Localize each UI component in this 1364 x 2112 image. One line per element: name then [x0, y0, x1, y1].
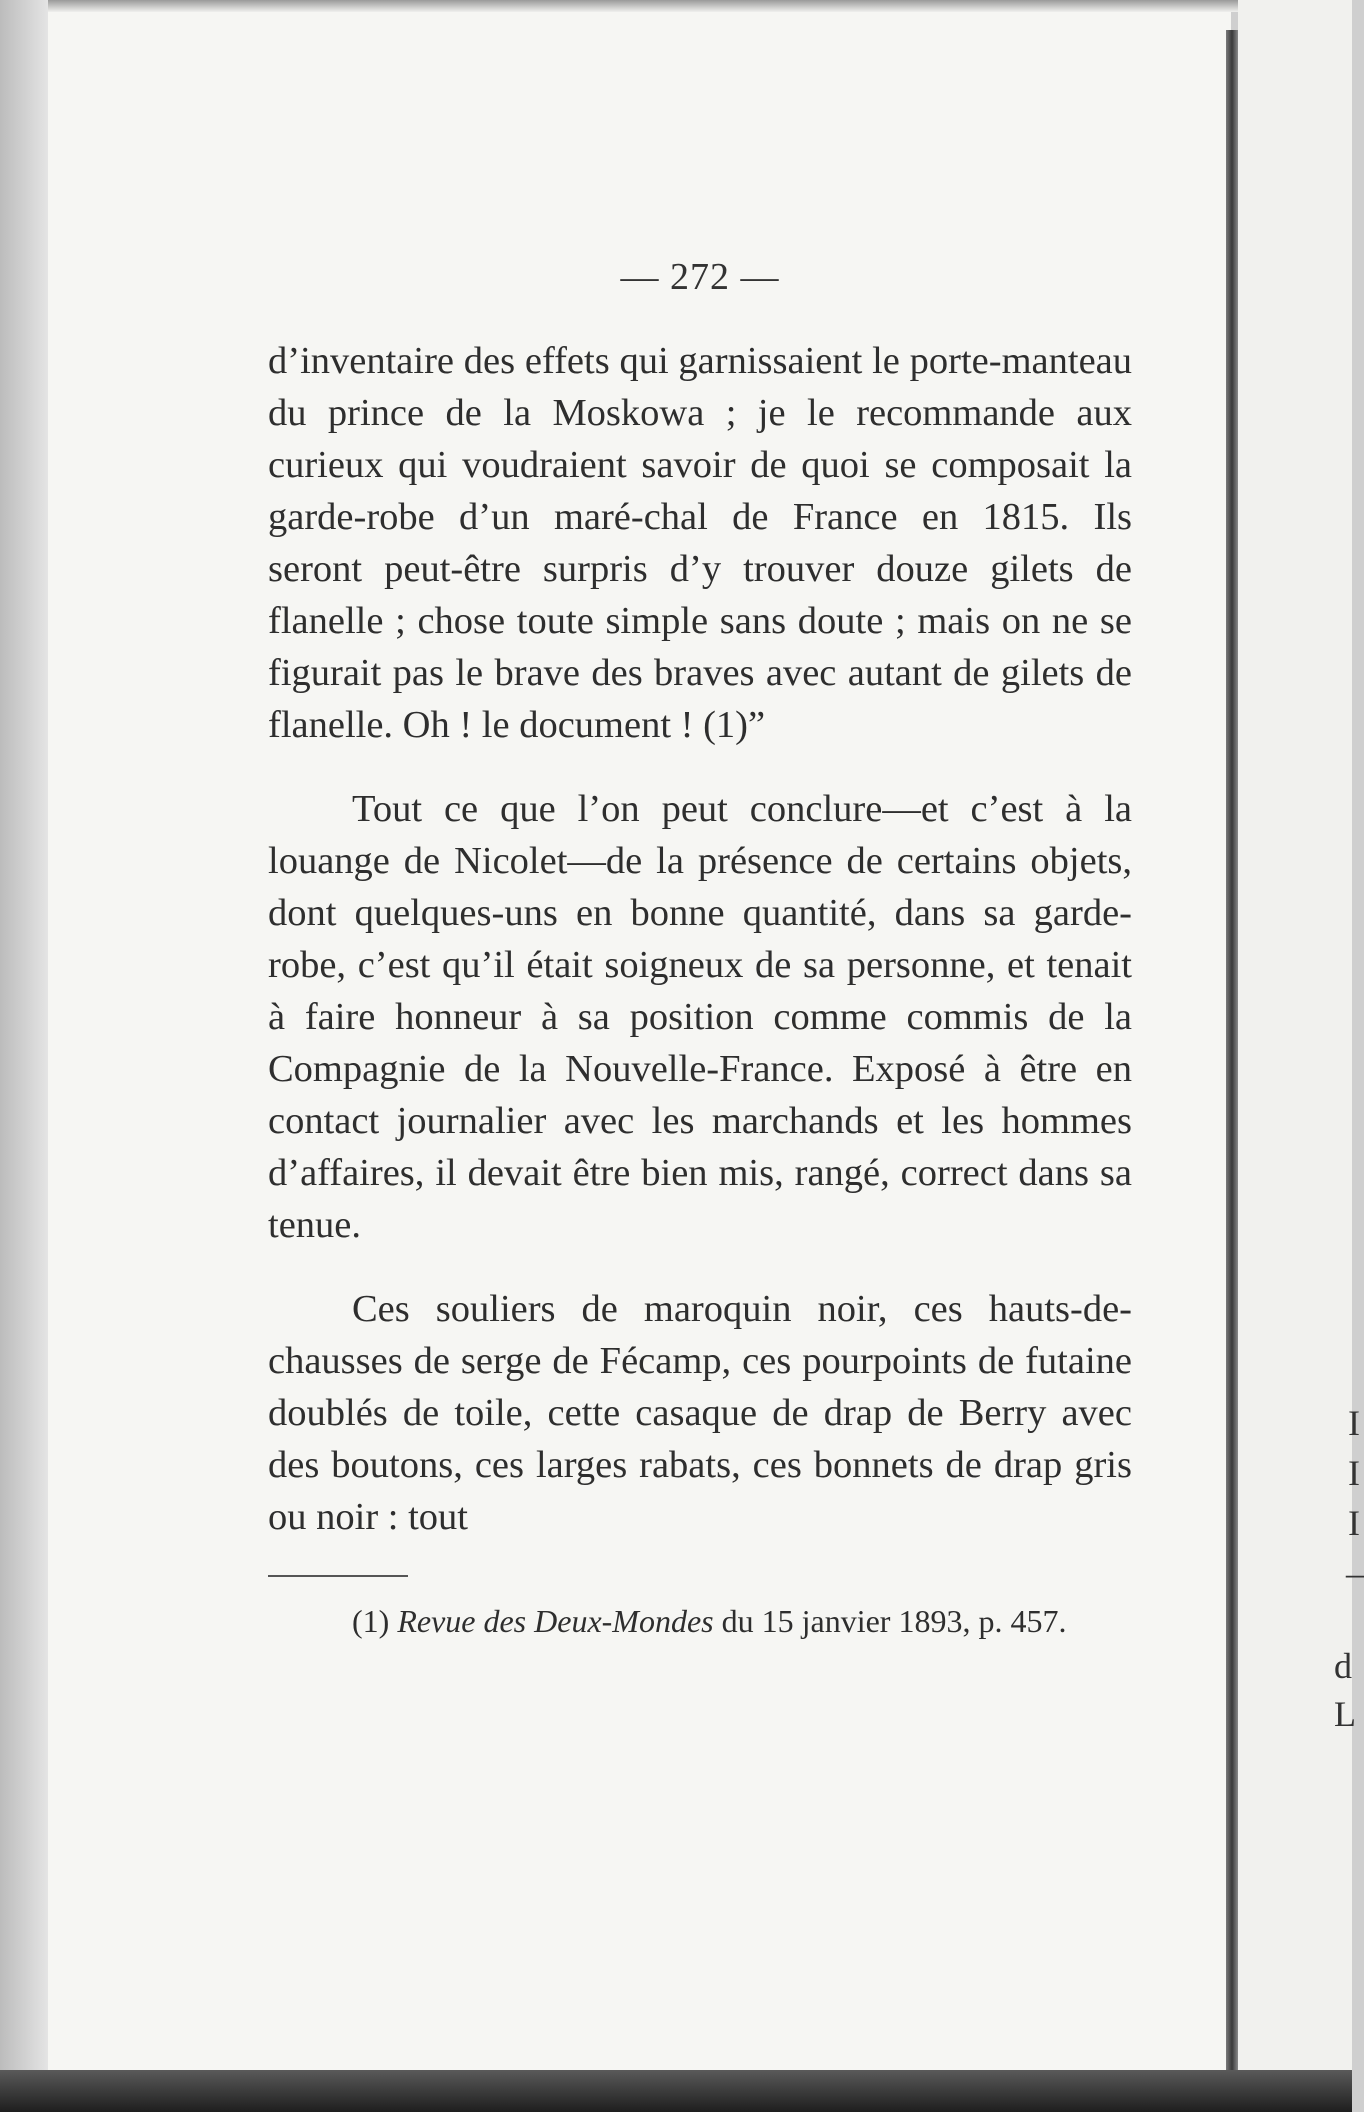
next-page-fragment: I [1348, 1453, 1360, 1493]
page-number: — 272 — [620, 256, 780, 298]
next-page-fragment: I [1348, 1503, 1360, 1543]
page-gutter [1226, 30, 1238, 2080]
page-content [268, 255, 1132, 1643]
paragraph-continuation: d’inventaire des effets qui garnissaient le porte-manteau du prince de la Moskowa ; je le recommande aux curieux qui voudraient savoir de quoi se composait la garde-robe d’un maré-chal de France en 1815. Ils seront peut-être surpris d’y trouver douze gilets de flanelle ; chose toute simple sans doute ; mais on ne se figurait pas le brave des braves avec autant de gilets de flanelle. Oh ! le document ! (1)” [268, 340, 1132, 746]
footnote-rule [268, 1575, 408, 1577]
footnote-details: du 15 janvier 1893, p. 457. [721, 1603, 1067, 1639]
paragraph: Ces souliers de maroquin noir, ces hauts-de-chausses de serge de Fécamp, ces pourpoints de futaine doublés de toile, cette casaque de drap de Berry avec des boutons, ces larges rabats, ces bonnets de drap gris ou noir : tout [268, 1288, 1132, 1538]
next-page-fragment: – [1346, 1553, 1364, 1593]
scan-left-shadow [0, 0, 48, 2112]
next-page-fragment: L [1334, 1694, 1356, 1734]
footnote-source: Revue des Deux-Mondes [397, 1603, 714, 1639]
footnote-marker: (1) [352, 1603, 390, 1639]
next-page-fragment: d [1334, 1646, 1352, 1686]
next-page-edge [1238, 0, 1364, 2080]
scan-bottom-shadow [0, 2070, 1352, 2112]
next-page-fragment: I [1348, 1403, 1360, 1443]
page-top-edge [48, 0, 1348, 12]
footnote [268, 1599, 1132, 1643]
paragraph: Tout ce que l’on peut conclure—et c’est à la louange de Nicolet—de la présence de certains objets, dont quelques-uns en bonne quantité, dans sa garde-robe, c’est qu’il était soigneux de sa personne, et tenait à faire honneur à sa position comme commis de la Compagnie de la Nouvelle-France. Exposé à être en contact journalier avec les marchands et les hommes d’affaires, il devait être bien mis, rangé, correct dans sa tenue. [268, 788, 1132, 1246]
